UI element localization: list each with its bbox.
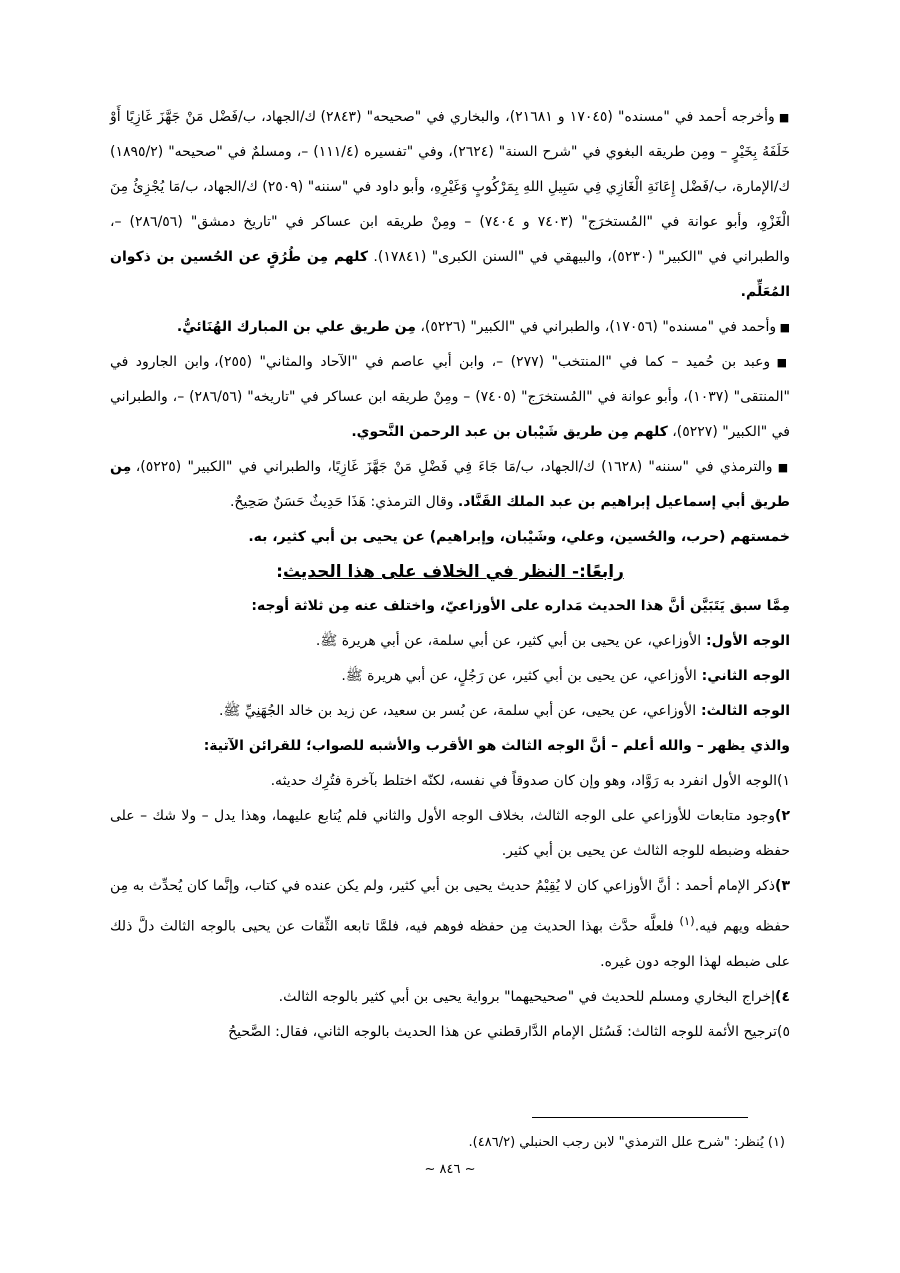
- analysis-paragraph: [110, 589, 790, 624]
- footnote-separator: [532, 1117, 748, 1118]
- section-heading-colon: :: [276, 562, 283, 582]
- document-body: [110, 100, 790, 1050]
- text-segment: وأخرجه أحمد في "مسنده" (١٧٠٤٥ و ٢١٦٨١)، والبخاري في "صحيحه" (٢٨٤٣) ك/الجهاد، ب/فَضْل مَنْ جَهَّزَ غَازِيًا أَوْ خَلَفَهُ بِخَيْرٍ – ومِن طريقه البغوي في "شرح السنة" (٢٦٢٤)، وفي "تفسيره (١١١/٤) –، ومسلمٌ في "صحيحه" (١٨٩٥/٢) ك/الإمارة، ب/فَضْل إِعَانَةِ الْغَازِي فِي سَبِيلِ اللهِ بِمَرْكُوبٍ وَغَيْرِهِ، وأبو داود في "سننه" (٢٥٠٩) ك/الجهاد، ب/مَا يُجْزِئُ مِنَ الْغَزْوِ، وأبو عوانة في "المُستخرَج" (٧٤٠٣ و ٧٤٠٤) – ومِنْ طريقه ابن عساكر في "تاريخ دمشق" (٢٨٦/٥٦) –، والطبراني في "الكبير" (٥٢٣٠)، والبيهقي في "السنن الكبرى" (١٧٨٤١).: [110, 109, 791, 265]
- text-segment: مِن طريق أبي إسماعيل إبراهيم بن عبد الملك القَنَّاد.: [110, 459, 790, 510]
- text-segment: الأوزاعي، عن يحيى، عن أبي سلمة، عن بُسر بن سعيد، عن زيد بن خالد الجُهَنِيِّ ﷺ.: [218, 703, 697, 719]
- section-heading: [110, 555, 790, 589]
- takhrij-paragraph: [110, 450, 790, 520]
- text-segment: ٢): [775, 808, 790, 824]
- page-number: ~ ٨٤٦ ~: [424, 1162, 476, 1177]
- text-segment: مِمَّا سبق يَتَبَيَّن أنَّ هذا الحديث مَداره على الأوزاعيّ، واختلف عنه مِن ثلاثة أوجه:: [251, 598, 790, 614]
- text-segment: وجود متابعات للأوزاعي على الوجه الثالث، بخلاف الوجه الأول والثاني فلم يُتابع عليهما، وهذا يدل – ولا شك – على حفظه وضبطه للوجه الثالث عن يحيى بن أبي كثير.: [110, 808, 790, 859]
- text-segment: ذكر الإمام أحمد : أنَّ الأوزاعي كان لا يُقِيْمُ حديث يحيى بن أبي كثير، ولم يكن عنده في كتاب، وإنَّما كان يُحدِّث به مِن حفظه ويهم فيه.: [110, 878, 790, 935]
- bullet-square-icon: ■: [770, 356, 790, 369]
- takhrij-paragraph: [110, 520, 790, 555]
- text-segment: الوجه الثاني:: [696, 668, 790, 684]
- text-segment: وعبد بن حُميد – كما في "المنتخب" (٢٧٧) –، وابن أبي عاصم في "الآحاد والمثاني" (٢٥٥)، وابن الجارود في "المنتقى" (١٠٣٧)، وأبو عوانة في "المُستخرَج" (٧٤٠٥) – ومِنْ طريقه ابن عساكر في "تاريخه" (٢٨٦/٥٦) –، والطبراني في "الكبير" (٥٢٢٧)،: [110, 354, 790, 440]
- section-heading-title: رابعًا:- النظر في الخلاف على هذا الحديث: [282, 562, 624, 582]
- analysis-paragraph: [110, 869, 790, 980]
- analysis-section: [110, 589, 790, 1050]
- text-segment: ٣): [775, 878, 790, 894]
- takhrij-paragraph: [110, 310, 790, 345]
- bullet-square-icon: ■: [774, 111, 790, 124]
- analysis-paragraph: [110, 799, 790, 869]
- takhrij-section: [110, 100, 790, 555]
- text-segment: كلهم مِن طُرُقٍ عن الحُسين بن ذكوان المُعَلِّم.: [110, 249, 790, 300]
- text-segment: خمستهم (حرب، والحُسين، وعلي، وشَيْبان، وإبراهيم) عن يحيى بن أبي كثير، به.: [248, 529, 790, 545]
- text-segment: ترجيح الأئمة للوجه الثالث: فَسُئل الإمام الدَّارقطني عن هذا الحديث بالوجه الثاني، فقال: الصَّحيحُ: [228, 1023, 777, 1040]
- text-segment: الوجه الأول انفرد به رَوَّاد، وهو وإن كان صدوقاً في نفسه، لكنّه اختلط بآخرة فتُرِك حديثه.: [270, 773, 777, 789]
- text-segment: ١): [777, 773, 790, 789]
- text-segment: ٤): [775, 988, 790, 1005]
- text-segment: فلعلَّه حدَّث بهذا الحديث مِن حفظه فوهم فيه، فلمَّا تابعه الثِّقات عن يحيى بالوجه الثالث دلَّ ذلك على ضبطه لهذا الوجه دون غيره.: [110, 918, 790, 970]
- text-segment: كلهم مِن طريق شَيْبان بن عبد الرحمن النَّحوي.: [351, 424, 668, 440]
- text-segment: ٥): [777, 1023, 790, 1040]
- text-segment: الوجه الثالث:: [696, 703, 790, 719]
- footnote: (١) يُنظر: "شرح علل الترمذي" لابن رجب الحنبلي (٤٨٦/٢).: [468, 1135, 785, 1150]
- text-segment: إخراج البخاري ومسلم للحديث في "صحيحيهما" برواية يحيى بن أبي كثير بالوجه الثالث.: [278, 988, 776, 1005]
- text-segment: وأحمد في "مسنده" (١٧٠٥٦)، والطبراني في "الكبير" (٥٢٢٦)،: [415, 319, 777, 335]
- footnote-ref[interactable]: (١): [679, 914, 695, 928]
- bullet-square-icon: ■: [772, 461, 790, 474]
- takhrij-paragraph: [110, 345, 790, 450]
- text-segment: والذي يظهر – والله أعلم – أنَّ الوجه الثالث هو الأقرب والأشبه للصواب؛ للقرائن الآتية:: [203, 738, 790, 754]
- analysis-paragraph: [110, 1015, 790, 1050]
- bullet-square-icon: ■: [776, 321, 790, 334]
- text-segment: الأوزاعي، عن يحيى بن أبي كثير، عن أبي سلمة، عن أبي هريرة ﷺ.: [315, 633, 702, 649]
- analysis-paragraph: [110, 624, 790, 659]
- analysis-paragraph: [110, 980, 790, 1015]
- text-segment: والترمذي في "سننه" (١٦٢٨) ك/الجهاد، ب/مَا جَاءَ فِي فَضْلِ مَنْ جَهَّزَ غَازِيًا، والطبراني في "الكبير" (٥٢٢٥)،: [131, 459, 773, 475]
- text-segment: مِن طريق علي بن المبارك الهُنَائيُّ.: [176, 319, 416, 335]
- analysis-paragraph: [110, 694, 790, 729]
- takhrij-paragraph: [110, 100, 790, 310]
- analysis-paragraph: [110, 729, 790, 764]
- text-segment: وقال الترمذي: هَذَا حَدِيثٌ حَسَنٌ صَحِيحٌ.: [229, 494, 458, 510]
- analysis-paragraph: [110, 764, 790, 799]
- analysis-paragraph: [110, 659, 790, 694]
- text-segment: الوجه الأول:: [701, 633, 790, 649]
- text-segment: الأوزاعي، عن يحيى بن أبي كثير، عن رَجُلٍ، عن أبي هريرة ﷺ.: [341, 668, 697, 684]
